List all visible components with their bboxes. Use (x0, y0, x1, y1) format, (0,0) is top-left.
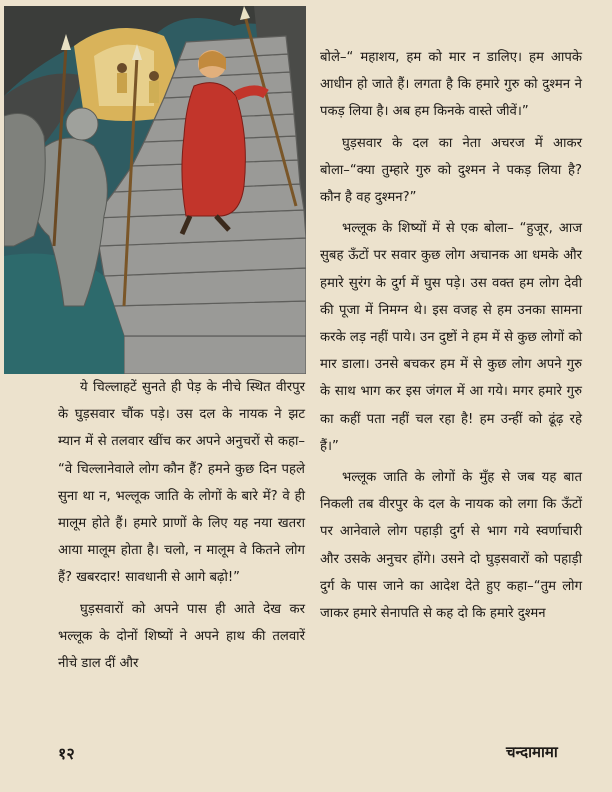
page-number: १२ (58, 744, 75, 763)
left-paragraph-2: घुड़सवारों को अपने पास ही आते देख कर भल्लूक के दोनों शिष्यों ने अपने हाथ की तलवारें नीचे डाल दीं और (58, 601, 305, 672)
magazine-name: चन्दामामा (506, 743, 558, 761)
right-paragraph-1: बोले–“ महाशय, हम को मार न डालिए। हम आपके आधीन हो जाते हैं। लगता है कि हमारे गुरु को दुश्मन ने पकड़ लिया है। अब हम किनके वास्ते जीवें।” (320, 50, 582, 120)
left-paragraph-1: ये चिल्लाहटें सुनते ही पेड़ के नीचे स्थित वीरपुर के घुड़सवार चौंक पड़े। उस दल के नायक ने झट म्यान में से तलवार खींच कर अपने अनुचरों से कहा– “वे चिल्लानेवाले लोग कौन हैं? हमने कुछ दिन पहले सुना था न, भल्लूक जाति के लोगों के बारे में? वे ही मालूम होते हैं। हमारे प्राणों के लिए यह नया खतरा आया मालूम होता है। चलो, न मालूम वे कितने लोग हैं? खबरदार! सावधानी से आगे बढ़ो!” (58, 380, 305, 586)
right-paragraph-2: घुड़सवार के दल का नेता अचरज में आकर बोला–“क्या तुम्हारे गुरु को दुश्मन ने पकड़ लिया है? कौन है वह दुश्मन?” (320, 135, 582, 206)
staircase-scene-illustration (4, 6, 306, 374)
right-text-column (320, 44, 582, 627)
story-illustration (4, 6, 306, 374)
left-text-column (58, 374, 305, 677)
right-paragraph-4: भल्लूक जाति के लोगों के मुँह से जब यह बात निकली तब वीरपुर के दल के नायक को लगा कि ऊँटों पर आनेवाले लोग पहाड़ी दुर्ग से भाग गये स्वर्णाचारी और उसके अनुचर होंगे। उसने दो घुड़सवारों को पहाड़ी दुर्ग के पास जाने का आदेश देते हुए कहा–“तुम लोग जाकर हमारे सेनापति से कह दो कि हमारे दुश्मन (320, 470, 582, 622)
right-paragraph-3: भल्लूक के शिष्यों में से एक बोला– “हुजूर, आज सुबह ऊँटों पर सवार कुछ लोग अचानक आ धमके और हमारे सुरंग के दुर्ग में घुस पड़े। उस वक्त हम लोग देवी की पूजा में निमग्न थे। इस वजह से हम उनका सामना करके लड़ नहीं पाये। उन दुष्टों ने हम में से कुछ लोगों को मार डाला। उनसे बचकर हम में से कुछ लोग अपने गुरु के साथ भाग कर इस जंगल में आ गये। मगर हमारे गुरु का कहीं पता नहीं चल रहा है! हम उन्हीं को ढूंढ़ रहे हैं।” (320, 221, 582, 454)
